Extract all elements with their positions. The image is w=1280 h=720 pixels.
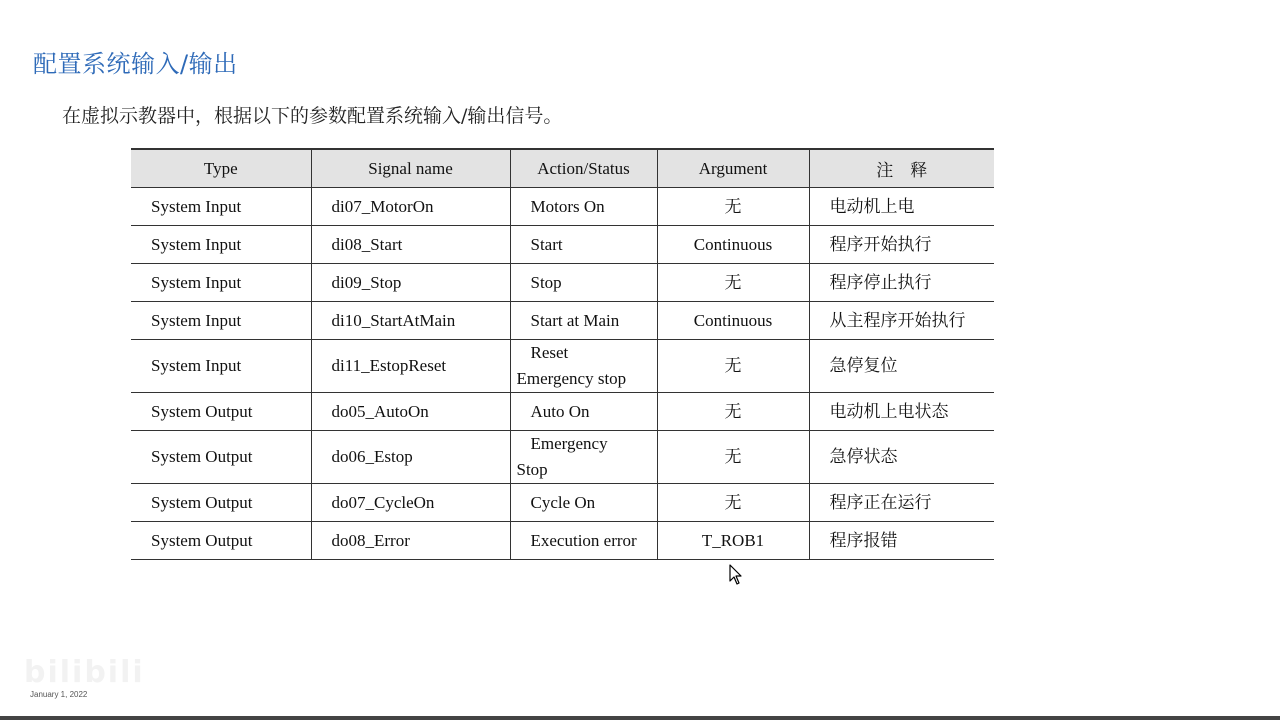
cell-action-line1: Reset: [530, 343, 569, 362]
cell-type: System Output: [131, 393, 311, 431]
table-row: [131, 340, 994, 393]
cell-action: Cycle On: [510, 484, 657, 522]
header-action-status: Action/Status: [510, 149, 657, 188]
cell-argument: 无: [657, 188, 809, 226]
cell-action: Motors On: [510, 188, 657, 226]
cell-note: 程序开始执行: [809, 226, 994, 264]
slide-date: January 1, 2022: [30, 690, 88, 699]
slide-title: 配置系统输入/输出: [33, 50, 238, 78]
cell-signal: di09_Stop: [311, 264, 510, 302]
cell-signal: do07_CycleOn: [311, 484, 510, 522]
header-argument: Argument: [657, 149, 809, 188]
cell-action: [510, 431, 657, 484]
cell-action-line2: Emergency stop: [516, 369, 627, 388]
cell-type: System Input: [131, 188, 311, 226]
table-row: [131, 484, 994, 522]
table-row: [131, 188, 994, 226]
cell-argument: 无: [657, 393, 809, 431]
cell-type: System Output: [131, 522, 311, 560]
cell-action-line1: Emergency: [530, 434, 608, 453]
cell-type: System Input: [131, 264, 311, 302]
header-type: Type: [131, 149, 311, 188]
cell-signal: do06_Estop: [311, 431, 510, 484]
table-row: [131, 393, 994, 431]
cell-type: System Input: [131, 302, 311, 340]
header-signal-name: Signal name: [311, 149, 510, 188]
cell-action: Stop: [510, 264, 657, 302]
cell-action: Start: [510, 226, 657, 264]
header-note: 注 释: [809, 149, 994, 188]
cell-type: System Input: [131, 340, 311, 393]
cell-argument: 无: [657, 340, 809, 393]
cell-note: 程序正在运行: [809, 484, 994, 522]
table-row: [131, 226, 994, 264]
mouse-pointer-icon: [729, 564, 743, 586]
cell-note: 急停状态: [809, 431, 994, 484]
cell-argument: 无: [657, 264, 809, 302]
cell-argument: T_ROB1: [657, 522, 809, 560]
cell-argument: Continuous: [657, 226, 809, 264]
signal-table: [131, 148, 994, 560]
cell-signal: do08_Error: [311, 522, 510, 560]
cell-note: 电动机上电状态: [809, 393, 994, 431]
cell-note: 急停复位: [809, 340, 994, 393]
cell-type: System Output: [131, 484, 311, 522]
cell-action: Auto On: [510, 393, 657, 431]
cell-action: [510, 340, 657, 393]
watermark-logo: bilibili: [24, 655, 145, 690]
bottom-bar: [0, 716, 1280, 720]
slide-subtitle: 在虚拟示教器中，根据以下的参数配置系统输入/输出信号。: [62, 105, 563, 127]
cell-action: Execution error: [510, 522, 657, 560]
cell-action-line2: Stop: [516, 460, 548, 479]
table-row: [131, 264, 994, 302]
table-row: [131, 302, 994, 340]
cell-signal: di10_StartAtMain: [311, 302, 510, 340]
table-row: [131, 431, 994, 484]
cell-note: 电动机上电: [809, 188, 994, 226]
cell-argument: 无: [657, 431, 809, 484]
table-row: [131, 522, 994, 560]
cell-note: 程序报错: [809, 522, 994, 560]
cell-type: System Input: [131, 226, 311, 264]
cell-type: System Output: [131, 431, 311, 484]
table-header-row: [131, 149, 994, 188]
cell-note: 程序停止执行: [809, 264, 994, 302]
cell-signal: do05_AutoOn: [311, 393, 510, 431]
cell-argument: Continuous: [657, 302, 809, 340]
cell-action: Start at Main: [510, 302, 657, 340]
cell-signal: di11_EstopReset: [311, 340, 510, 393]
cell-note: 从主程序开始执行: [809, 302, 994, 340]
cell-signal: di07_MotorOn: [311, 188, 510, 226]
cell-argument: 无: [657, 484, 809, 522]
cell-signal: di08_Start: [311, 226, 510, 264]
